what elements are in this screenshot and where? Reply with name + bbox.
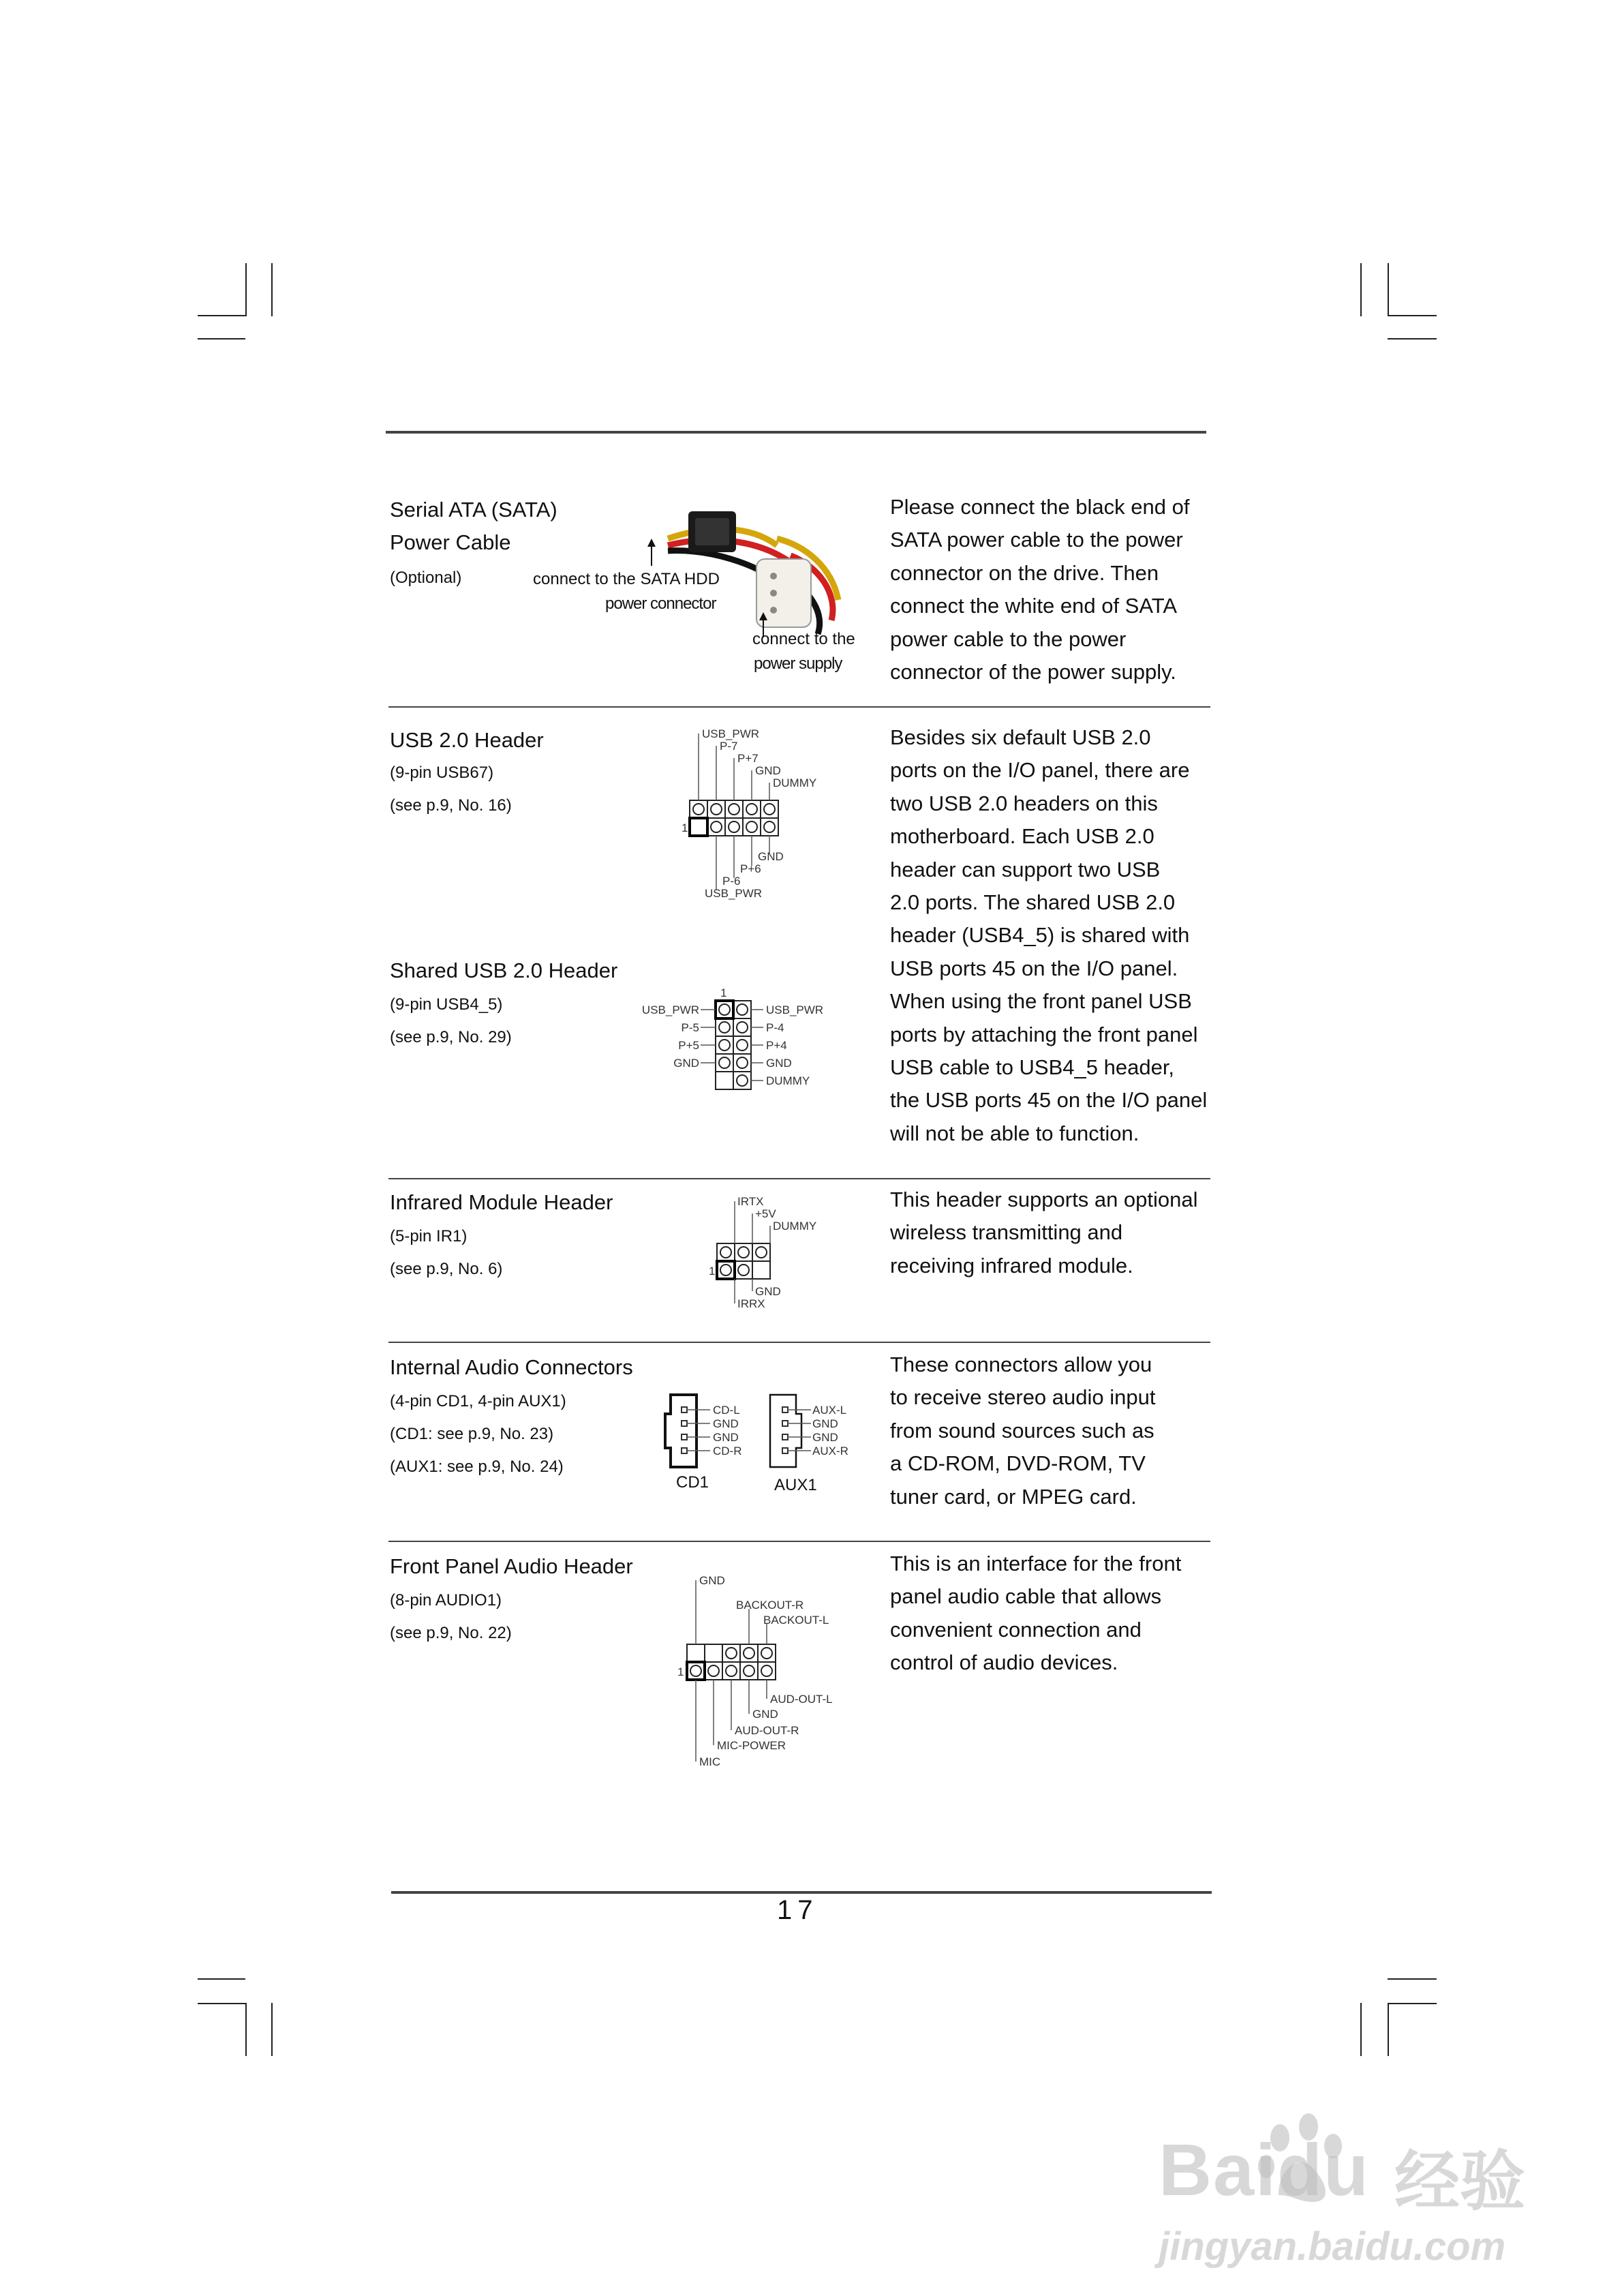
desc-line: from sound sources such as xyxy=(890,1418,1154,1442)
section-subtitle: (see p.9, No. 29) xyxy=(390,1028,512,1046)
pin-label: AUX-R xyxy=(812,1445,848,1457)
pin-squares xyxy=(682,1407,687,1453)
pin-label: DUMMY xyxy=(773,776,817,789)
crop-mark xyxy=(1388,263,1389,316)
section-description xyxy=(890,491,1210,689)
footer-rule xyxy=(391,1891,1212,1894)
pin-label: CD-L xyxy=(713,1404,740,1417)
pin-label: IRRX xyxy=(737,1297,765,1310)
pin-leads xyxy=(701,1010,763,1081)
pin-label: +5V xyxy=(755,1207,776,1220)
crop-mark xyxy=(1388,2003,1437,2004)
pin1-label: 1 xyxy=(677,1665,684,1678)
callout-label: connect to the xyxy=(752,630,855,648)
section-title: Front Panel Audio Header xyxy=(390,1554,633,1578)
crop-mark xyxy=(1388,315,1437,316)
callout-label: power connector xyxy=(605,594,716,613)
pin-label: GND xyxy=(752,1708,778,1721)
ir1-pin-diagram xyxy=(709,1196,845,1312)
pin1-label: 1 xyxy=(720,986,727,999)
pin-label: GND xyxy=(812,1417,838,1430)
desc-line: panel audio cable that allows xyxy=(890,1584,1162,1609)
desc-line: connector on the drive. Then xyxy=(890,560,1159,585)
usb67-pin-diagram xyxy=(682,727,859,904)
section-subtitle: (see p.9, No. 16) xyxy=(390,796,512,815)
crop-mark xyxy=(1360,2003,1362,2056)
crop-mark xyxy=(245,2003,247,2056)
section-title: USB 2.0 Header xyxy=(390,728,544,752)
pin-label: USB_PWR xyxy=(702,727,760,740)
section-description xyxy=(890,1547,1210,1680)
section-subtitle: (see p.9, No. 6) xyxy=(390,1260,503,1278)
sata-connector-face xyxy=(695,518,729,545)
desc-line: ports on the I/O panel, there are xyxy=(890,758,1190,783)
cd1-connector-diagram xyxy=(660,1391,762,1493)
desc-line: control of audio devices. xyxy=(890,1650,1118,1675)
pin1-label: 1 xyxy=(709,1265,716,1278)
section-subtitle: (CD1: see p.9, No. 23) xyxy=(390,1425,554,1443)
pin-label: P+5 xyxy=(678,1039,699,1052)
section-divider xyxy=(388,1342,1210,1343)
pin-label: AUX-L xyxy=(812,1404,847,1417)
desc-line: USB cable to USB4_5 header, xyxy=(890,1055,1175,1080)
desc-line: connector of the power supply. xyxy=(890,660,1176,684)
pin-label: GND xyxy=(699,1574,725,1587)
pin-label: P-7 xyxy=(720,740,738,753)
desc-line: 2.0 ports. The shared USB 2.0 xyxy=(890,890,1176,915)
pin-label: GND xyxy=(755,764,781,777)
desc-line: the USB ports 45 on the I/O panel xyxy=(890,1088,1208,1113)
connector-label: AUX1 xyxy=(774,1476,817,1494)
header-rule xyxy=(386,431,1206,434)
desc-line: motherboard. Each USB 2.0 xyxy=(890,824,1154,849)
watermark-url: jingyan.baidu.com xyxy=(1159,2224,1506,2269)
desc-line: convenient connection and xyxy=(890,1617,1142,1642)
callout-label: power supply xyxy=(754,654,842,673)
crop-mark xyxy=(1388,1978,1437,1980)
desc-line: receiving infrared module. xyxy=(890,1253,1133,1278)
pin-label: BACKOUT-L xyxy=(763,1614,829,1627)
pin-label: AUD-OUT-L xyxy=(770,1693,833,1706)
section-subtitle: (4-pin CD1, 4-pin AUX1) xyxy=(390,1392,566,1410)
pin1-marker xyxy=(716,1001,733,1018)
pin-label: GND xyxy=(766,1057,792,1070)
pin-label: USB_PWR xyxy=(766,1003,824,1016)
desc-line: SATA power cable to the power xyxy=(890,528,1183,552)
crop-mark xyxy=(1388,2003,1389,2056)
desc-line: tuner card, or MPEG card. xyxy=(890,1484,1137,1509)
section-description xyxy=(890,1348,1210,1513)
section-subtitle: (9-pin USB67) xyxy=(390,764,494,782)
pin-label: P+6 xyxy=(740,862,761,875)
section-subtitle: (5-pin IR1) xyxy=(390,1227,468,1245)
molex-pin xyxy=(770,590,777,596)
pin-label: GND xyxy=(812,1431,838,1444)
desc-line: This header supports an optional xyxy=(890,1188,1198,1211)
pin-label: P-4 xyxy=(766,1021,784,1034)
section-title: Shared USB 2.0 Header xyxy=(390,958,618,982)
crop-mark xyxy=(245,263,247,316)
pin1-marker xyxy=(717,1261,735,1279)
section-divider xyxy=(388,1541,1210,1542)
aux1-connector-diagram xyxy=(761,1391,863,1493)
section-subtitle: (AUX1: see p.9, No. 24) xyxy=(390,1457,564,1476)
desc-line: will not be able to function. xyxy=(890,1121,1139,1145)
pin1-marker xyxy=(690,818,707,836)
desc-line: This is an interface for the front xyxy=(890,1552,1182,1575)
pin-label: GND xyxy=(713,1417,739,1430)
audio1-pin-diagram xyxy=(675,1569,866,1774)
section-title: Serial ATA (SATA) xyxy=(390,498,557,522)
connector-outline xyxy=(770,1395,801,1467)
section-title-line2: Power Cable xyxy=(390,530,511,554)
pin-squares xyxy=(782,1407,788,1453)
molex-pin xyxy=(770,573,777,579)
section-description xyxy=(890,721,1210,1150)
pin-label: GND xyxy=(758,850,784,863)
crop-mark xyxy=(1388,338,1437,339)
pin-label: MIC-POWER xyxy=(717,1739,786,1752)
desc-line: a CD-ROM, DVD-ROM, TV xyxy=(890,1451,1146,1476)
section-divider xyxy=(388,1178,1210,1179)
pin-label: P+4 xyxy=(766,1039,787,1052)
watermark-cn: 经验 xyxy=(1394,2145,1525,2218)
usb45-pin-diagram xyxy=(641,988,845,1104)
crop-mark xyxy=(1360,263,1362,316)
section-subtitle: (see p.9, No. 22) xyxy=(390,1624,512,1642)
desc-line: USB ports 45 on the I/O panel. xyxy=(890,956,1178,980)
pin-label: MIC xyxy=(699,1755,721,1768)
desc-line: header can support two USB xyxy=(890,857,1161,881)
pin-leads xyxy=(788,1410,811,1451)
pin-label: BACKOUT-R xyxy=(736,1599,804,1612)
pin-label: CD-R xyxy=(713,1445,742,1457)
connector-outline xyxy=(665,1395,697,1467)
crop-mark xyxy=(198,338,245,339)
crop-mark xyxy=(198,315,245,316)
section-subtitle: (Optional) xyxy=(390,569,462,587)
callout-label: connect to the SATA HDD xyxy=(533,570,720,588)
desc-line: wireless transmitting and xyxy=(890,1220,1123,1245)
pin1-label: 1 xyxy=(682,821,688,834)
crop-mark xyxy=(198,2003,245,2004)
desc-line: These connectors allow you xyxy=(890,1353,1152,1376)
pin-leads xyxy=(687,1410,710,1451)
pin-label: IRTX xyxy=(737,1195,764,1208)
desc-line: Besides six default USB 2.0 xyxy=(890,725,1151,749)
page-number: 17 xyxy=(777,1895,818,1925)
molex-pin xyxy=(770,607,777,614)
pin-label: GND xyxy=(755,1285,781,1298)
desc-line: to receive stereo audio input xyxy=(890,1385,1156,1410)
desc-line: When using the front panel USB xyxy=(890,989,1192,1014)
desc-line: two USB 2.0 headers on this xyxy=(890,791,1158,815)
pin-label: P+7 xyxy=(737,752,759,765)
pin-label: DUMMY xyxy=(766,1074,810,1087)
pin-label: GND xyxy=(713,1431,739,1444)
desc-line: Please connect the black end of xyxy=(890,495,1190,519)
connector-label: CD1 xyxy=(676,1473,709,1492)
pin1-marker xyxy=(687,1662,705,1680)
desc-line: ports by attaching the front panel xyxy=(890,1022,1198,1046)
pin-label: USB_PWR xyxy=(641,1003,699,1016)
pin-label: GND xyxy=(673,1057,699,1070)
crop-mark xyxy=(271,2003,273,2056)
section-description xyxy=(890,1183,1210,1282)
section-subtitle: (9-pin USB4_5) xyxy=(390,995,503,1014)
desc-line: power cable to the power xyxy=(890,626,1127,651)
watermark-brand: Baidu xyxy=(1159,2128,1371,2211)
desc-line: header (USB4_5) is shared with xyxy=(890,923,1190,948)
crop-mark xyxy=(198,1978,245,1980)
pin-label: P-6 xyxy=(722,875,741,888)
section-divider xyxy=(388,706,1210,708)
section-subtitle: (8-pin AUDIO1) xyxy=(390,1591,502,1610)
section-title: Internal Audio Connectors xyxy=(390,1355,633,1379)
pin-label: P-5 xyxy=(681,1021,699,1034)
pin-label: USB_PWR xyxy=(705,887,763,900)
pin-label: DUMMY xyxy=(773,1220,817,1233)
pin-label: AUD-OUT-R xyxy=(735,1724,799,1737)
section-title: Infrared Module Header xyxy=(390,1190,613,1214)
desc-line: connect the white end of SATA xyxy=(890,594,1178,618)
callout-arrowhead xyxy=(647,539,656,547)
crop-mark xyxy=(271,263,273,316)
